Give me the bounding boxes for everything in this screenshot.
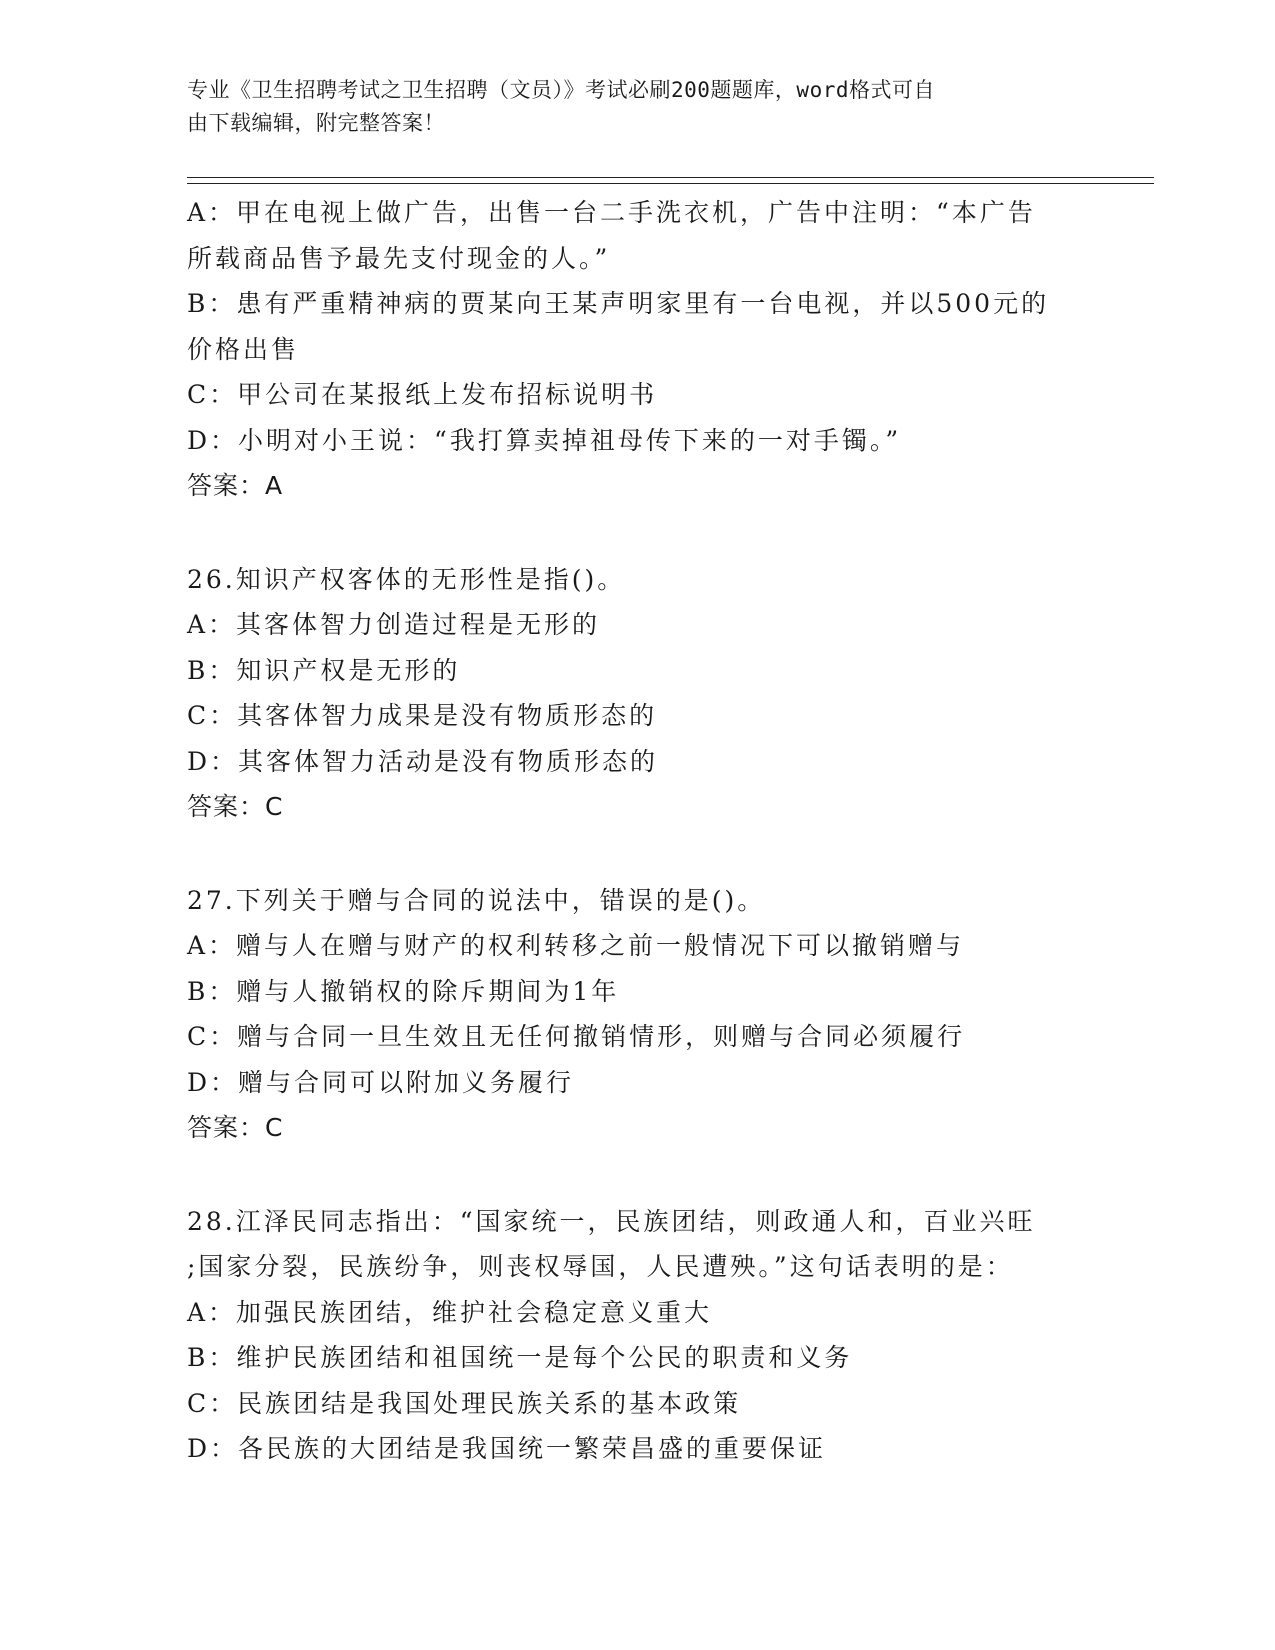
question-27	[187, 878, 1087, 1151]
question-stem: 27.下列关于赠与合同的说法中，错误的是()。	[187, 885, 766, 915]
question-stem-line-1: 28.江泽民同志指出：“国家统一，民族团结，则政通人和，百业兴旺	[187, 1206, 1036, 1236]
option-d: D：其客体智力活动是没有物质形态的	[187, 746, 659, 776]
answer-text: 答案：C	[187, 1113, 284, 1142]
option-d: D：小明对小王说：“我打算卖掉祖母传下来的一对手镯。”	[187, 425, 902, 455]
question-stem-line-2: ;国家分裂，民族纷争，则丧权辱国，人民遭殃。”这句话表明的是：	[187, 1252, 1014, 1281]
question-26	[187, 557, 1087, 830]
question-spacer	[187, 1151, 1087, 1199]
header-divider-bottom	[187, 183, 1154, 184]
option-b: B：知识产权是无形的	[187, 655, 461, 685]
option-b: B：维护民族团结和祖国统一是每个公民的职责和义务	[187, 1343, 853, 1372]
option-b-line-1: B：患有严重精神病的贾某向王某声明家里有一台电视，并以500元的	[187, 289, 1050, 318]
option-a-line-2: 所载商品售予最先支付现金的人。”	[187, 243, 611, 273]
question-list	[187, 190, 1087, 1472]
question-spacer	[187, 830, 1087, 878]
option-b-line-2: 价格出售	[187, 334, 300, 364]
option-a-line-1: A：甲在电视上做广告，出售一台二手洗衣机，广告中注明：“本广告	[187, 198, 1036, 227]
option-c: C：民族团结是我国处理民族关系的基本政策	[187, 1388, 742, 1418]
option-d: D：各民族的大团结是我国统一繁荣昌盛的重要保证	[187, 1434, 827, 1463]
answer-text: 答案：C	[187, 792, 284, 821]
option-c: C：其客体智力成果是没有物质形态的	[187, 701, 658, 730]
option-a: A：其客体智力创造过程是无形的	[187, 610, 601, 639]
header-line-1: 专业《卫生招聘考试之卫生招聘（文员）》考试必刷200题题库，word格式可自	[187, 78, 935, 102]
header-divider-top	[187, 177, 1154, 178]
question-25-tail	[187, 190, 1087, 509]
option-a: A：加强民族团结，维护社会稳定意义重大	[187, 1297, 713, 1327]
option-c: C：甲公司在某报纸上发布招标说明书	[187, 380, 658, 409]
option-c: C：赠与合同一旦生效且无任何撤销情形，则赠与合同必须履行	[187, 1022, 966, 1051]
answer-text: 答案：A	[187, 471, 284, 500]
option-b: B：赠与人撤销权的除斥期间为1年	[187, 976, 620, 1006]
header-line-2: 由下载编辑，附完整答案！	[187, 111, 445, 135]
document-header	[187, 74, 1067, 140]
option-d: D：赠与合同可以附加义务履行	[187, 1067, 575, 1097]
option-a: A：赠与人在赠与财产的权利转移之前一般情况下可以撤销赠与	[187, 931, 965, 960]
question-spacer	[187, 509, 1087, 557]
question-stem: 26.知识产权客体的无形性是指()。	[187, 564, 626, 594]
question-28	[187, 1199, 1087, 1472]
